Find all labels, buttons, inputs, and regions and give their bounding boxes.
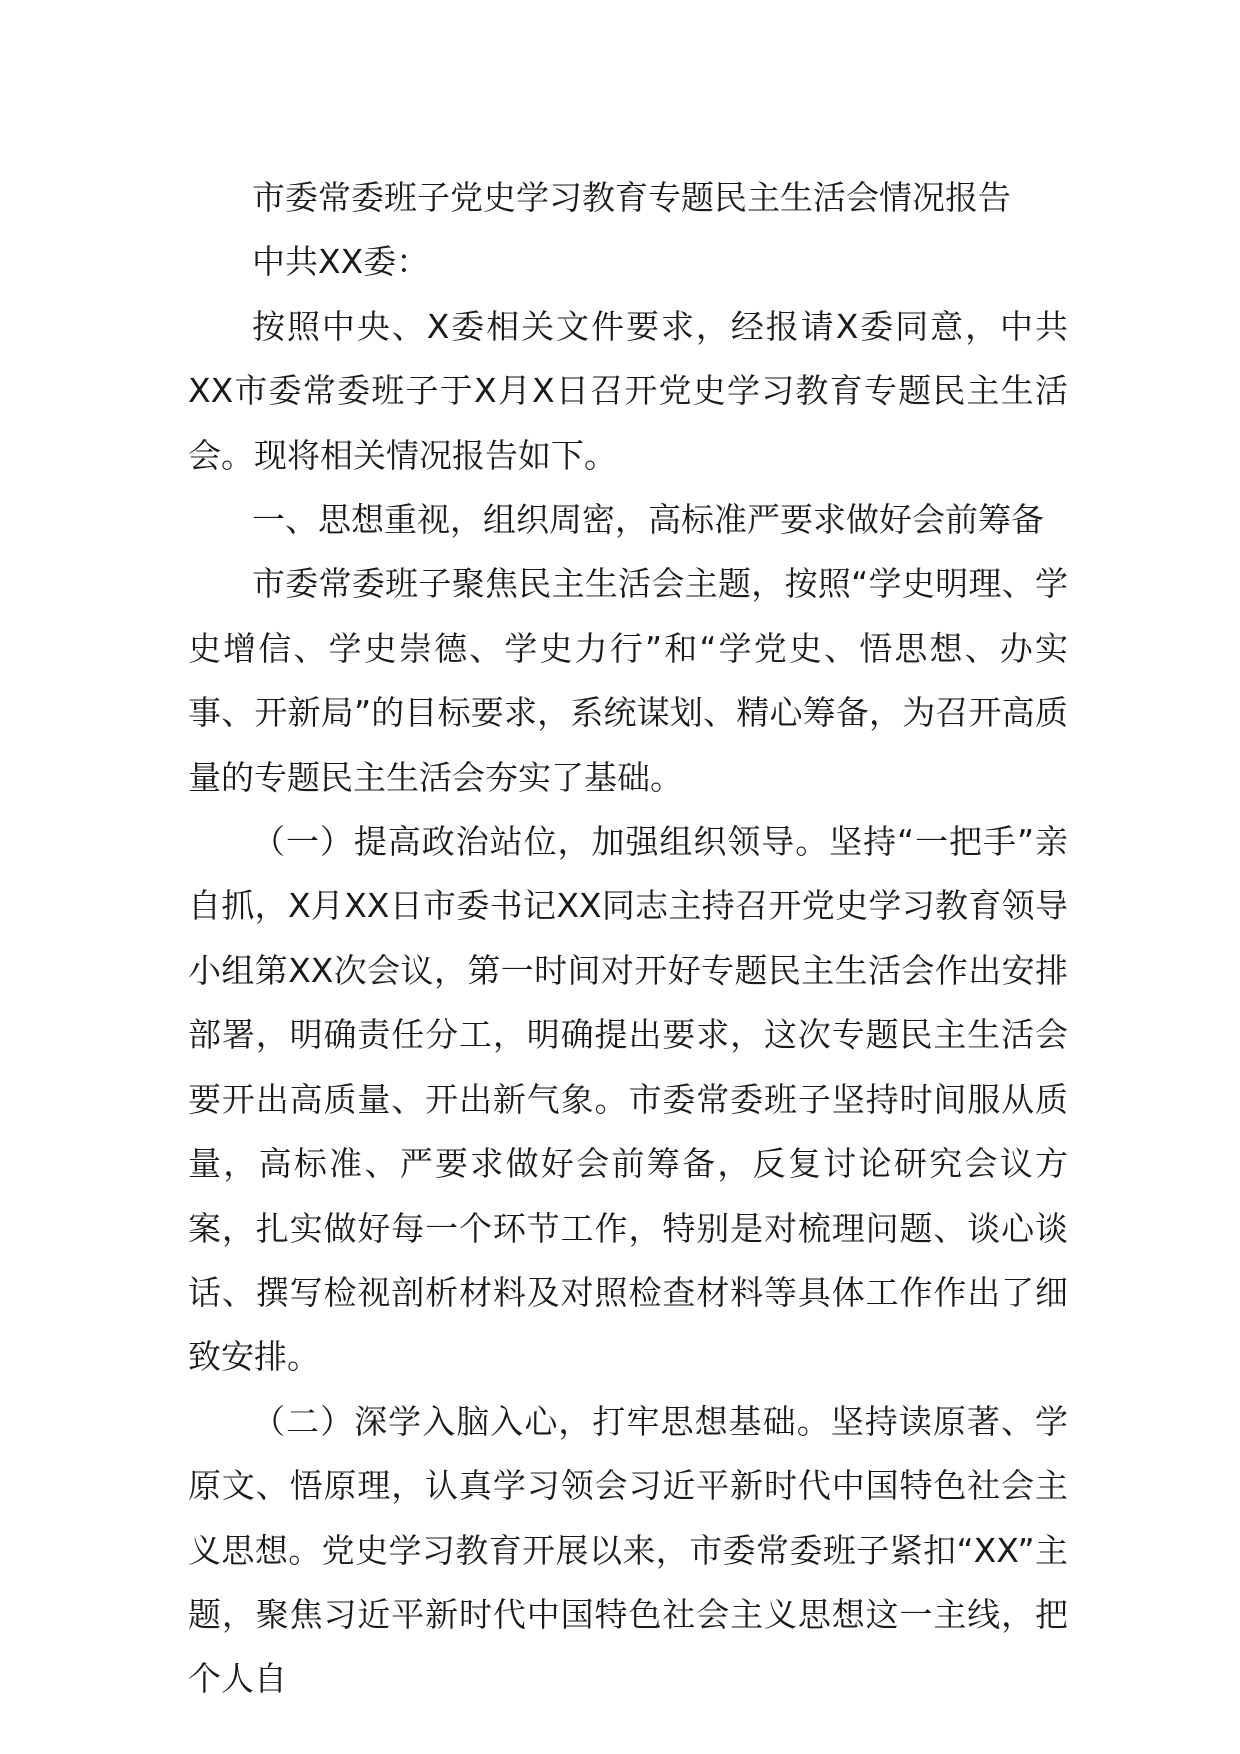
document-title: 市委常委班子党史学习教育专题民主生活会情况报告 [252, 178, 1011, 217]
paragraph-section-1: 市委常委班子聚焦民主生活会主题，按照“学史明理、学史增信、学史崇德、学史力行”和“学党史、悟思想、办实事、开新局”的目标要求，系统谋划、精心筹备，为召开高质量的专题民主生活会夯实了基础。 [188, 564, 1068, 797]
document-body [188, 166, 1068, 1712]
salutation: 中共XX委： [252, 242, 430, 282]
section-heading-1: 一、思想重视，组织周密，高标准严要求做好会前筹备 [252, 500, 1044, 540]
paragraph-subsection-2: （二）深学入脑入心，打牢思想基础。坚持读原著、学原文、悟原理，认真学习领会习近平新时代中国特色社会主义思想。党史学习教育开展以来，市委常委班子紧扣“XX”主题，聚焦习近平新时代中国特色社会主义思想这一主线，把个人自 [188, 1401, 1068, 1699]
paragraph-intro: 按照中央、X委相关文件要求，经报请X委同意，中共XX市委常委班子于X月X日召开党史学习教育专题民主生活会。现将相关情况报告如下。 [188, 306, 1068, 475]
paragraph-subsection-1: （一）提高政治站位，加强组织领导。坚持“一把手”亲自抓，X月XX日市委书记XX同志主持召开党史学习教育领导小组第XX次会议，第一时间对开好专题民主生活会作出安排部署，明确责任分工，明确提出要求，这次专题民主生活会要开出高质量、开出新气象。市委常委班子坚持时间服从质量，高标准、严要求做好会前筹备，反复讨论研究会议方案，扎实做好每一个环节工作，特别是对梳理问题、谈心谈话、撰写检视剖析材料及对照检查材料等具体工作作出了细致安排。 [188, 822, 1068, 1377]
